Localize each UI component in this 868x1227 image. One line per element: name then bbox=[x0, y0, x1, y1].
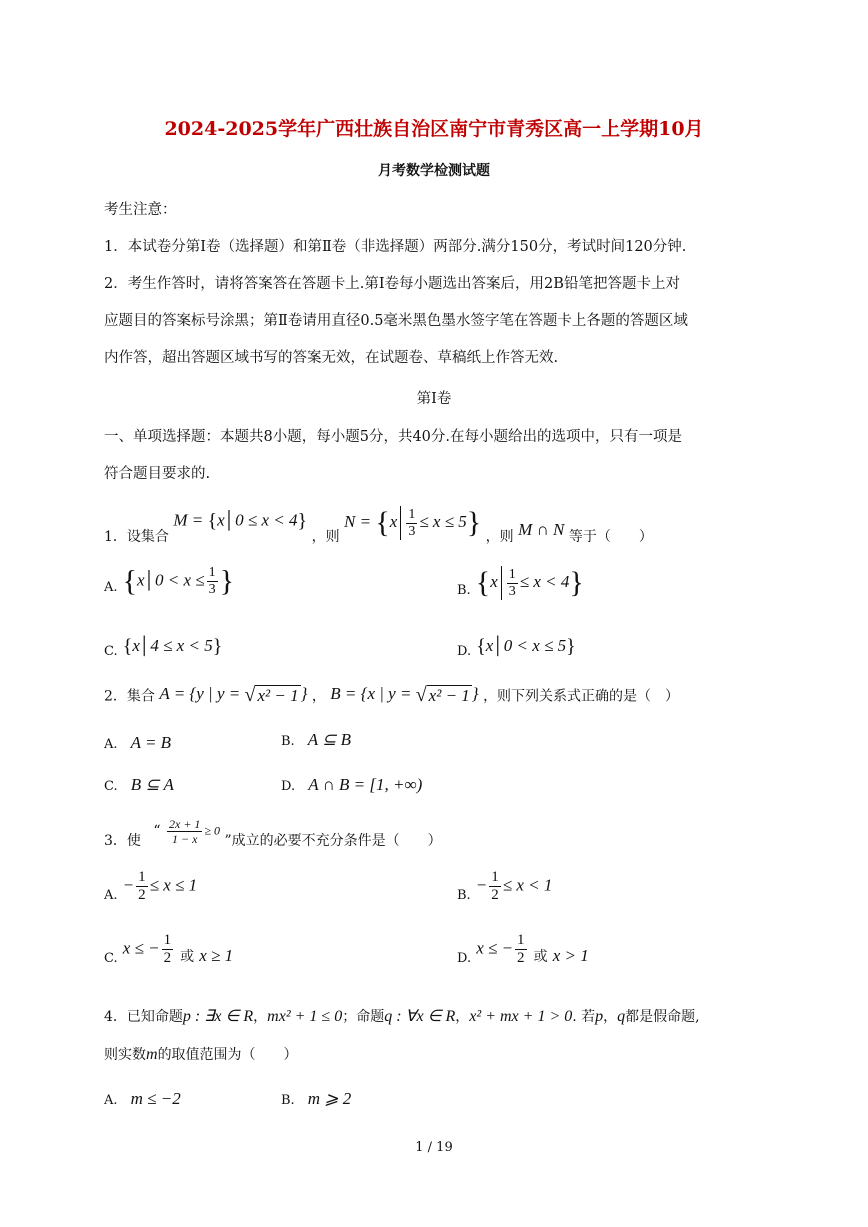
q1-option-d[interactable] bbox=[457, 636, 576, 659]
q1-m-condition: x│0 ≤ x < 4 bbox=[217, 509, 298, 529]
q4-option-a[interactable] bbox=[104, 1089, 181, 1109]
q3-option-b-num: 1 bbox=[491, 869, 499, 885]
q1-intersection: M ∩ N bbox=[518, 520, 565, 539]
q3-option-d-pre: x ≤ − bbox=[476, 938, 514, 958]
q3-option-c-or: 或 bbox=[180, 949, 195, 965]
q1-sep-1: ，则 bbox=[311, 529, 340, 545]
part1-instructions-line-1: 一、单项选择题：本题共8小题，每小题5分，共40分.在每小题给出的选项中，只有一项是 bbox=[104, 429, 683, 445]
q1-option-d-set: x│0 < x ≤ 5 bbox=[485, 636, 567, 656]
q1-option-a-num: 1 bbox=[208, 565, 216, 580]
q2-option-c-text: B ⊆ A bbox=[130, 775, 174, 794]
q1-option-b-label: B. bbox=[457, 583, 471, 598]
q1-option-b[interactable] bbox=[457, 566, 584, 600]
q2-set-a-radicand: x² − 1 bbox=[257, 686, 299, 705]
q2-option-b-text: A ⊆ B bbox=[307, 730, 351, 749]
q4-option-b[interactable] bbox=[281, 1089, 351, 1109]
notice-item-2-line-1: 2．考生作答时，请将答案答在答题卡上.第Ⅰ卷每小题选出答案后，用2B铅笔把答题卡上对 bbox=[104, 276, 680, 292]
q4-p-def: p : ∃x ∈ R bbox=[182, 1008, 254, 1025]
q2-option-c[interactable] bbox=[104, 775, 174, 795]
notice-label: 考生注意： bbox=[104, 202, 177, 218]
q2-option-a-text: A = B bbox=[130, 733, 172, 752]
q4-q-expr: x² + mx + 1 > 0 bbox=[469, 1008, 573, 1025]
notice-item-1: 1．本试卷分第Ⅰ卷（选择题）和第Ⅱ卷（非选择题）两部分.满分150分，考试时间120分钟. bbox=[104, 239, 687, 255]
question-4-line-2 bbox=[104, 1044, 298, 1064]
question-2 bbox=[104, 684, 679, 707]
q2-set-b-def: B = {x | y = bbox=[330, 684, 412, 704]
q3-option-b-pre: − bbox=[475, 875, 488, 895]
q1-option-b-right: ≤ x < 4 bbox=[519, 571, 570, 591]
q1-option-c-set: x│4 ≤ x < 5 bbox=[132, 636, 213, 656]
q4-both-false: 都是假命题, bbox=[625, 1009, 700, 1025]
q1-set-n: N = {x $\frac{1}{3}$ ≤ x ≤ 5} bbox=[344, 506, 482, 539]
q1-n-condition: ≤ x ≤ 5 bbox=[419, 511, 467, 531]
q2-comma: ， bbox=[311, 688, 326, 705]
q2-option-b-label: B. bbox=[281, 734, 295, 749]
q1-option-a-expr: {x│0 < x ≤ $\frac{1}{3}$ } bbox=[122, 564, 235, 598]
q2-set-b: B = {x | y = √ x² − 1 } bbox=[330, 684, 479, 706]
q1-option-b-expr: {x $\frac{1}{3}$ ≤ x < 4} bbox=[475, 566, 584, 599]
q3-option-c-label: C. bbox=[104, 951, 118, 966]
q1-n-frac-num: 1 bbox=[408, 506, 416, 522]
q4-comma-1: ， bbox=[253, 1009, 268, 1025]
q3-option-d-den: 2 bbox=[517, 950, 525, 966]
q4-comma-2: ， bbox=[455, 1009, 470, 1025]
q2-option-d-label: D. bbox=[281, 779, 296, 794]
q1-set-m: M = {x│0 ≤ x < 4} bbox=[173, 509, 308, 532]
q2-set-a-close: } bbox=[300, 684, 308, 704]
q3-open-quote: “ bbox=[153, 823, 161, 839]
document-title: 2024-2025学年广西壮族自治区南宁市青秀区高一上学期10月 bbox=[164, 118, 704, 140]
q1-option-c[interactable] bbox=[104, 636, 222, 659]
section-title: 第Ⅰ卷 bbox=[416, 391, 452, 407]
notice-item-2-line-2: 应题目的答案标号涂黑；第Ⅱ卷请用直径0.5毫米黑色墨水签字笔在答题卡上各题的答题区域 bbox=[104, 313, 688, 329]
q1-option-a-left: x│0 < x ≤ bbox=[137, 570, 205, 590]
q4-option-b-label: B. bbox=[281, 1093, 295, 1108]
q3-option-d-expr bbox=[476, 933, 528, 966]
question-3 bbox=[104, 812, 442, 850]
q4-option-a-label: A. bbox=[104, 1093, 118, 1108]
q1-option-c-label: C. bbox=[104, 644, 118, 659]
q3-option-a[interactable] bbox=[104, 870, 197, 903]
q1-option-b-num: 1 bbox=[508, 566, 516, 582]
q3-option-a-label: A. bbox=[104, 888, 118, 903]
q4-line2-suffix: 的取值范围为（ ） bbox=[157, 1047, 298, 1063]
q4-q-def: q : ∀x ∈ R bbox=[384, 1008, 456, 1025]
q3-ge: ≥ 0 bbox=[204, 822, 221, 837]
q3-option-d-or: 或 bbox=[533, 949, 548, 965]
q1-n-symbol: N bbox=[344, 511, 356, 531]
q3-option-c-num: 1 bbox=[163, 932, 172, 948]
q1-m-symbol: M bbox=[173, 509, 188, 529]
q4-if: . 若 bbox=[572, 1009, 596, 1025]
q3-option-a-expr bbox=[123, 870, 197, 903]
q3-option-a-pre: − bbox=[122, 875, 135, 895]
q1-n-frac-den: 3 bbox=[408, 523, 416, 539]
q3-option-c-post: x ≥ 1 bbox=[199, 946, 234, 965]
q2-option-c-label: C. bbox=[104, 779, 118, 794]
q3-option-a-num: 1 bbox=[138, 869, 146, 885]
q1-option-d-label: D. bbox=[457, 644, 472, 659]
q1-option-c-expr: {x│4 ≤ x < 5} bbox=[122, 636, 223, 658]
q4-number: 4．已知命题 bbox=[104, 1009, 183, 1025]
q2-option-a-label: A. bbox=[104, 737, 118, 752]
q3-option-d-post: x > 1 bbox=[552, 946, 589, 965]
q4-p-expr: mx² + 1 ≤ 0 bbox=[267, 1008, 343, 1025]
q3-option-c-den: 2 bbox=[163, 950, 172, 966]
q2-set-b-radicand: x² − 1 bbox=[428, 686, 470, 705]
q2-number: 2．集合 bbox=[104, 688, 155, 705]
part1-instructions-line-2: 符合题目要求的. bbox=[104, 466, 211, 482]
q1-option-a-label: A. bbox=[104, 580, 118, 595]
q3-close-quote-tail: ”成立的必要不充分条件是（ ） bbox=[224, 833, 442, 849]
q4-p: p bbox=[595, 1008, 604, 1025]
question-1 bbox=[104, 500, 653, 546]
q1-tail: 等于（ ） bbox=[568, 529, 653, 545]
q3-option-b[interactable] bbox=[457, 870, 552, 903]
q3-option-a-den: 2 bbox=[138, 887, 146, 903]
q3-option-b-post: ≤ x < 1 bbox=[502, 875, 553, 895]
q3-option-c[interactable] bbox=[104, 933, 233, 966]
document-subtitle: 月考数学检测试题 bbox=[378, 163, 490, 179]
q4-comma-3: ， bbox=[603, 1009, 618, 1025]
q2-option-d[interactable] bbox=[281, 775, 422, 795]
q2-set-a-def: A = {y | y = bbox=[159, 684, 241, 704]
q1-option-b-den: 3 bbox=[508, 583, 516, 599]
q3-option-d-num: 1 bbox=[517, 932, 525, 948]
q3-option-c-pre: x ≤ − bbox=[122, 938, 160, 958]
q2-option-a[interactable] bbox=[104, 733, 171, 753]
q4-m: m bbox=[146, 1046, 158, 1063]
q3-option-a-post: ≤ x ≤ 1 bbox=[149, 875, 198, 895]
q3-option-d[interactable] bbox=[457, 933, 589, 966]
q1-number: 1．设集合 bbox=[104, 529, 169, 545]
page-number: 1 / 19 bbox=[415, 1140, 453, 1155]
q3-condition bbox=[165, 818, 220, 845]
q1-sep-2: ，则 bbox=[485, 529, 514, 545]
q2-option-d-text: A ∩ B = [1, +∞) bbox=[308, 775, 423, 794]
question-4-line-1 bbox=[104, 1006, 700, 1026]
q3-frac-num: 2x + 1 bbox=[169, 816, 201, 831]
q2-option-b[interactable] bbox=[281, 730, 351, 750]
q3-option-c-expr bbox=[123, 933, 175, 966]
q3-option-b-expr bbox=[476, 870, 553, 903]
q3-option-b-label: B. bbox=[457, 888, 471, 903]
q1-option-d-expr: {x│0 < x ≤ 5} bbox=[476, 636, 576, 658]
q3-option-d-label: D. bbox=[457, 951, 472, 966]
q2-set-a: A = {y | y = √ x² − 1 } bbox=[159, 684, 308, 706]
q2-set-b-close: } bbox=[471, 684, 479, 704]
q1-option-a[interactable] bbox=[104, 566, 234, 597]
q3-option-b-den: 2 bbox=[491, 887, 499, 903]
q1-option-a-den: 3 bbox=[208, 582, 216, 597]
q4-option-b-text: m ⩾ 2 bbox=[307, 1089, 352, 1108]
notice-item-2-line-3: 内作答，超出答题区域书写的答案无效，在试题卷、草稿纸上作答无效. bbox=[104, 350, 559, 366]
q4-semicolon: ；命题 bbox=[342, 1009, 385, 1025]
q2-tail: ，则下列关系式正确的是（ ） bbox=[483, 688, 680, 705]
q4-q: q bbox=[617, 1008, 626, 1025]
q3-number: 3．使 bbox=[104, 833, 141, 849]
q3-frac-den: 1 − x bbox=[172, 831, 198, 846]
q4-option-a-text: m ≤ −2 bbox=[130, 1089, 181, 1108]
q4-line2-prefix: 则实数 bbox=[104, 1047, 146, 1063]
